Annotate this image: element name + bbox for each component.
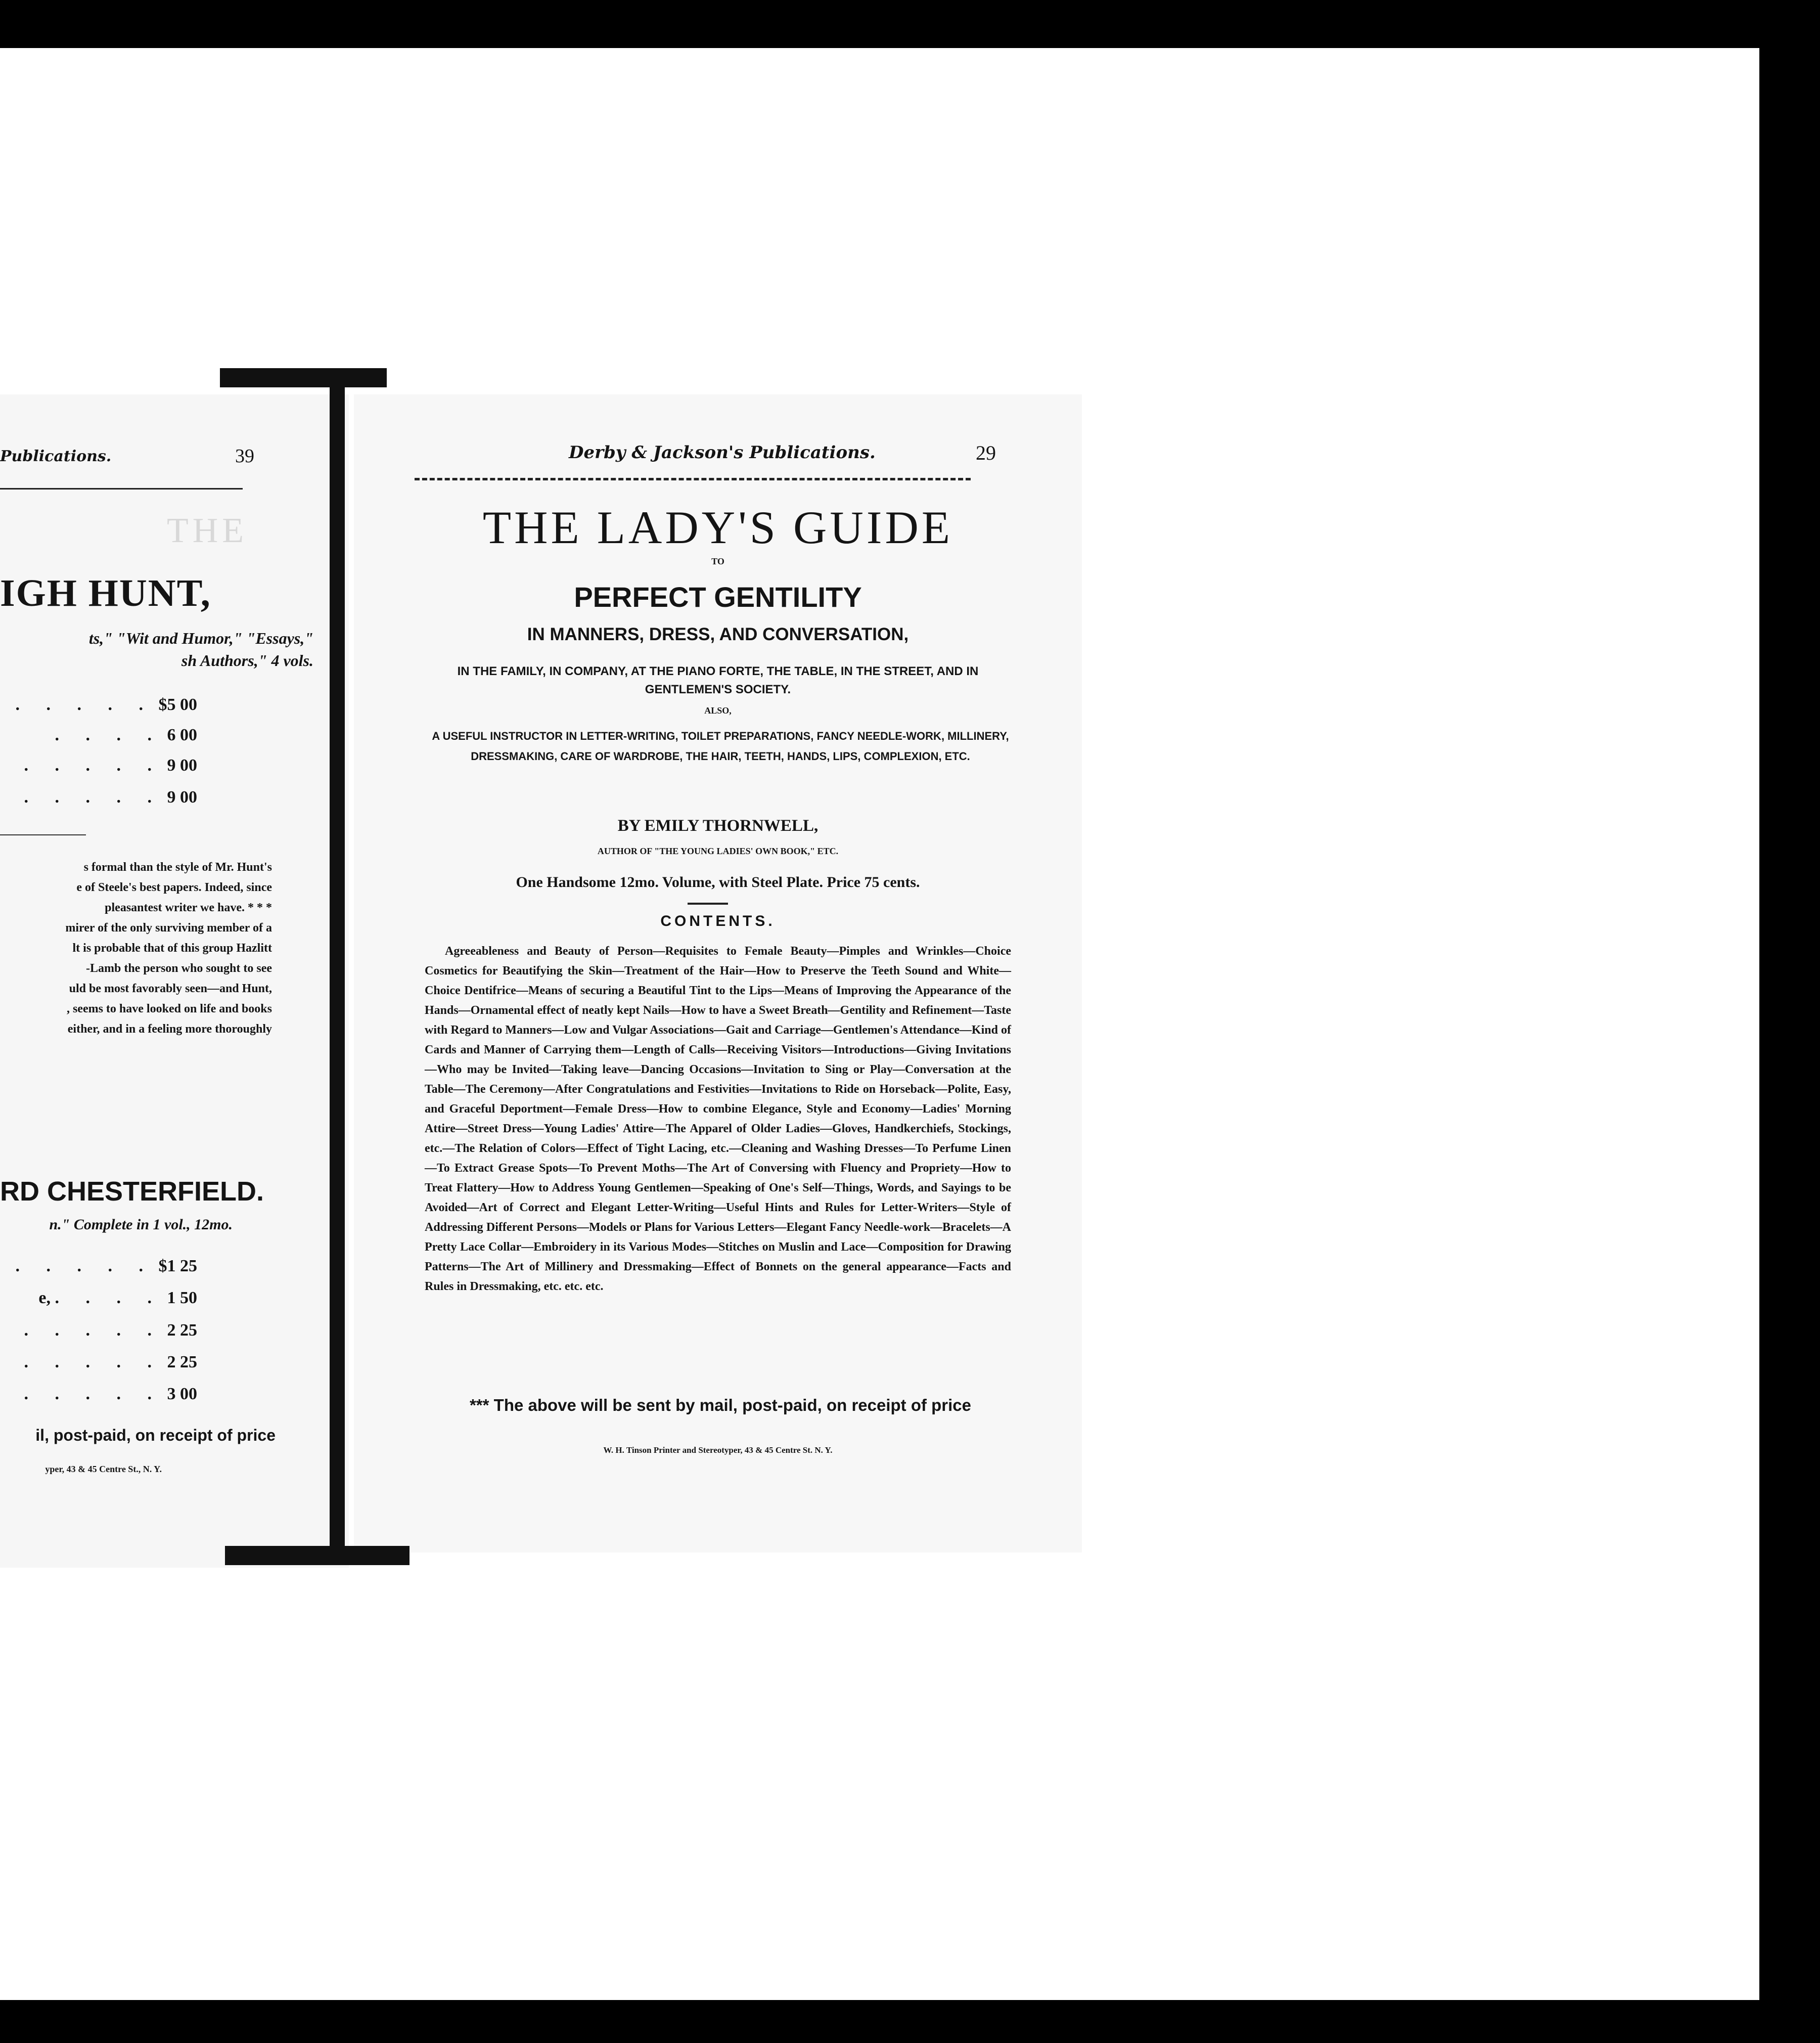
quote-line: s formal than the style of Mr. Hunt's (83, 861, 272, 874)
quote-line: uld be most favorably seen—and Hunt, (69, 982, 272, 995)
left-page (0, 394, 349, 1568)
author-of-line: AUTHOR OF "THE YOUNG LADIES' OWN BOOK," ETC. (597, 846, 839, 856)
left-authors (0, 627, 313, 672)
price: 1 50 (167, 1289, 197, 1307)
price: 9 00 (167, 788, 197, 807)
left-quote (0, 857, 272, 1039)
quote-line: lt is probable that of this group Hazlitt (72, 942, 272, 955)
left-price-row: e, . . . . 1 50 (38, 1289, 197, 1307)
quote-line: pleasantest writer we have. * * * (105, 901, 272, 914)
section-separator (688, 903, 728, 905)
book-title: THE LADY'S GUIDE (482, 502, 953, 553)
running-head: Derby & Jackson's Publications. (569, 442, 876, 463)
quote-line: mirer of the only surviving member of a (65, 921, 272, 935)
quote-line: , seems to have looked on life and books (66, 1002, 272, 1015)
title-connector: TO (711, 556, 724, 566)
contents-body: Agreeableness and Beauty of Person—Requisites to Female Beauty—Pimples and Wrinkles—Choice Cosmetics for Beautifying the Skin—Treatment of the Hair—How to Preserve the Teeth Sound and White—Choice Dentifrice—Means of securing a Beautiful Tint to the Lips—Means of Improving the Appearance of the Hands—Ornamental effect of neatly kept Nails—How to have a Sweet Breath—Gentility and Refinement—Taste with Regard to Manners—Low and Vulgar Associations—Gait and Carriage—Gentlemen's Attendance—Kind of Cards and Manner of Carrying them—Length of Calls—Receiving Visitors—Introductions—Giving Invitations—Who may be Invited—Taking leave—Dancing Occasions—Invitation to Sing or Play—Conversation at the Table—The Ceremony—After Congratulations and Festivities—Invitations to Ride on Horseback—Polite, Easy, and Graceful Deportment—Female Dress—How to combine Elegance, Style and Economy—Ladies' Morning Attire—Street Dress—Young Ladies' Attire—The Apparel of Older Ladies—Gloves, Handkerchiefs, Stockings, etc.—The Relation of Colors—Effect of Tight Lacing, etc.—Cleaning and Washing Dresses—To Perfume Linen—To Extract Grease Spots—To Prevent Moths—The Art of Conversing with Fluency and Propriety—How to Treat Flattery—How to Address Young Gentlemen—Speaking of One's Self—Things, Words, and Sayings to be Avoided—Art of Correct and Elegant Letter-Writing—Useful Hints and Rules for Letter-Writers—Style of Addressing Different Persons—Models or Plans for Various Letters—Elegant Fancy Needle-work—Bracelets—A Pretty Lace Collar—Embroidery in its Various Modes—Stitches on Muslin and Lace—Composition for Drawing Patterns—The Art of Millinery and Dressmaking—Effect of Bonnets on the general appearance—Facts and Rules in Dressmaking, etc. etc. etc. (425, 945, 1011, 1293)
byline: BY EMILY THORNWELL, (617, 817, 818, 835)
price: 2 25 (167, 1353, 197, 1371)
subtitle-useful: A USEFUL INSTRUCTOR IN LETTER-WRITING, TOILET PREPARATIONS, FANCY NEEDLE-WORK, MILLINERY, DRESSMAKING, CARE OF WARDROBE, THE HAIR, TEETH, HANDS, LIPS, COMPLEXION, ETC. (432, 730, 1009, 763)
left-price-row: . . . . . 3 00 (24, 1385, 197, 1403)
left-title: IGH HUNT, (0, 572, 211, 614)
subtitle-manners: IN MANNERS, DRESS, AND CONVERSATION, (527, 625, 909, 644)
left-page-number: 39 (235, 446, 254, 467)
price: 2 25 (167, 1321, 197, 1340)
left-price-row: . . . . . 2 25 (24, 1321, 197, 1340)
left-head-rule (0, 488, 243, 490)
left-price-row: . . . . . $1 25 (15, 1257, 197, 1275)
left-separator (0, 834, 86, 835)
page-number: 29 (976, 441, 996, 464)
left-price-row: . . . . . 9 00 (24, 756, 197, 775)
clamp-vertical-bar (330, 374, 345, 1552)
book-subtitle: PERFECT GENTILITY (574, 581, 862, 613)
left-authors-line: ts," "Wit and Humor," "Essays," (88, 629, 313, 647)
contents-heading: CONTENTS. (660, 913, 776, 929)
price: $5 00 (158, 695, 197, 714)
left-price-row: . . . . . $5 00 (15, 695, 197, 714)
right-margin-strip (1749, 48, 1759, 2000)
left-running-head: Publications. (0, 448, 112, 465)
left-printer-line: yper, 43 & 45 Centre St., N. Y. (45, 1464, 162, 1474)
also-label: ALSO, (704, 705, 732, 716)
mail-notice: *** The above will be sent by mail, post-paid, on receipt of price (469, 1396, 972, 1414)
volume-price-line: One Handsome 12mo. Volume, with Steel Plate. Price 75 cents. (516, 874, 920, 891)
left-price-row: . . . . . 9 00 (24, 788, 197, 807)
quote-line: -Lamb the person who sought to see (85, 962, 272, 975)
left-mail-notice: il, post-paid, on receipt of price (35, 1426, 276, 1444)
printer-line: W. H. Tinson Printer and Stereotyper, 43 & 45 Centre St. N. Y. (603, 1445, 833, 1455)
head-rule (415, 478, 971, 480)
bleed-through-text: THE (167, 511, 248, 550)
left-authors-line: sh Authors," 4 vols. (181, 651, 313, 670)
price: $1 25 (158, 1257, 197, 1275)
quote-line: either, and in a feeling more thoroughly (67, 1023, 272, 1036)
price: 3 00 (167, 1385, 197, 1403)
clamp-bottom-bar (225, 1546, 410, 1565)
left-complete-line: n." Complete in 1 vol., 12mo. (49, 1216, 233, 1233)
right-page (354, 394, 1082, 1552)
left-title-2: RD CHESTERFIELD. (0, 1176, 264, 1207)
subtitle-family: IN THE FAMILY, IN COMPANY, AT THE PIANO FORTE, THE TABLE, IN THE STREET, AND IN GENTLEMEN'S SOCIETY. (457, 664, 979, 696)
price: 9 00 (167, 756, 197, 775)
price: 6 00 (167, 726, 197, 744)
clamp-top-bar (220, 368, 387, 387)
quote-line: e of Steele's best papers. Indeed, since (76, 881, 272, 894)
left-price-row: . . . . . 2 25 (24, 1353, 197, 1371)
left-price-row: . . . . 6 00 (55, 726, 197, 744)
